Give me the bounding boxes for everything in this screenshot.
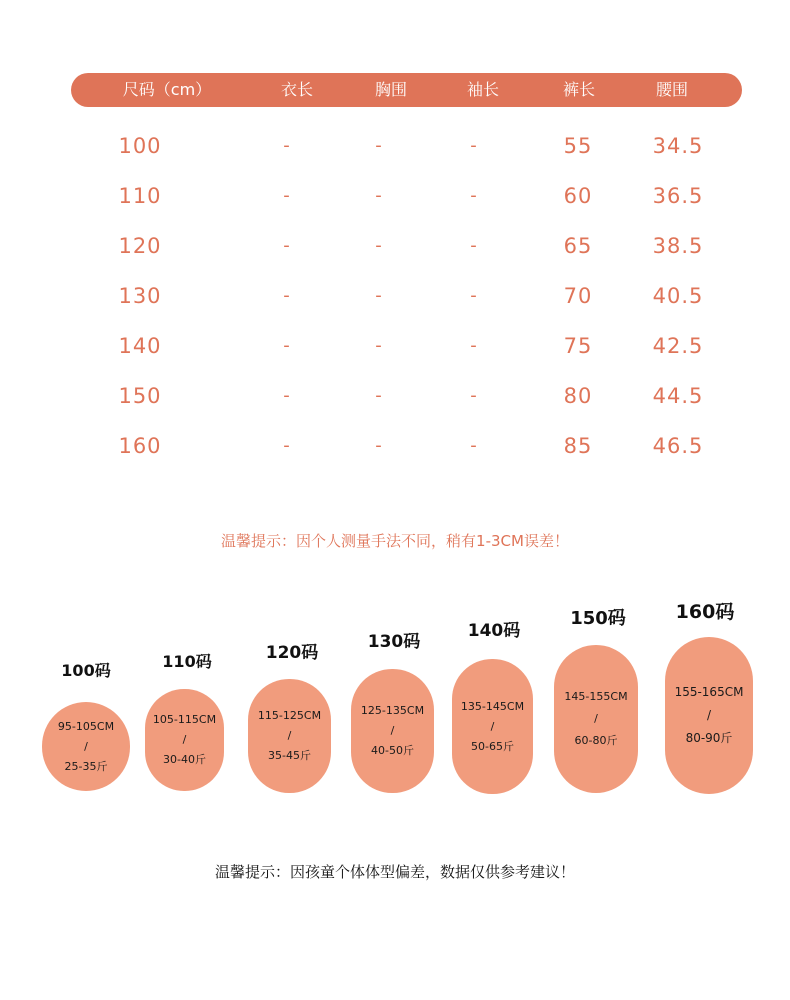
pill-separator: / <box>390 724 395 737</box>
cell-size: 120 <box>118 234 162 258</box>
cell-waist: 46.5 <box>652 434 704 458</box>
size-table-header <box>71 73 742 107</box>
cell-waist: 42.5 <box>652 334 704 358</box>
size-table-body <box>0 121 790 471</box>
size-label-150: 150码 <box>570 608 626 629</box>
cell-chest: - <box>375 435 383 456</box>
cell-waist: 40.5 <box>652 284 704 308</box>
cell-chest: - <box>375 385 383 406</box>
size-pill-160 <box>665 637 753 794</box>
pill-weight-range: 80-90斤 <box>685 731 733 745</box>
table-row <box>0 421 790 471</box>
table-row <box>0 121 790 171</box>
cell-size: 110 <box>118 184 162 208</box>
cell-pants-length: 65 <box>563 234 593 258</box>
cell-waist: 38.5 <box>652 234 704 258</box>
header-size: 尺码（cm） <box>122 80 212 99</box>
size-label-140: 140码 <box>467 621 521 641</box>
pill-height-range: 105-115CM <box>152 713 217 726</box>
size-label-160: 160码 <box>675 601 735 623</box>
header-waist: 腰围 <box>655 80 689 99</box>
size-pill-110 <box>145 689 224 791</box>
cell-pants-length: 75 <box>563 334 593 358</box>
pill-weight-range: 50-65斤 <box>471 739 514 753</box>
pill-separator: / <box>287 729 292 742</box>
pill-separator: / <box>84 739 88 753</box>
size-label-100: 100码 <box>61 661 111 680</box>
cell-pants-length: 60 <box>563 184 593 208</box>
cell-size: 140 <box>118 334 162 358</box>
cell-sleeve: - <box>470 235 478 256</box>
table-row <box>0 321 790 371</box>
size-pill-150 <box>554 645 638 793</box>
cell-pants-length: 80 <box>563 384 593 408</box>
pill-weight-range: 35-45斤 <box>268 749 311 762</box>
header-length: 衣长 <box>280 80 314 99</box>
cell-size: 130 <box>118 284 162 308</box>
cell-chest: - <box>375 335 383 356</box>
size-label-110: 110码 <box>162 652 212 671</box>
cell-size: 160 <box>118 434 162 458</box>
pill-separator: / <box>182 733 187 746</box>
header-chest: 胸围 <box>374 80 408 99</box>
cell-length: - <box>283 235 291 256</box>
header-pants-length: 裤长 <box>562 80 596 99</box>
pill-separator: / <box>706 708 712 722</box>
pill-weight-range: 30-40斤 <box>163 753 206 766</box>
cell-waist: 44.5 <box>652 384 704 408</box>
reference-note: 温馨提示：因孩童个体体型偏差，数据仅供参考建议！ <box>214 863 575 881</box>
size-label-130: 130码 <box>367 632 421 652</box>
cell-length: - <box>283 385 291 406</box>
cell-pants-length: 55 <box>563 134 593 158</box>
cell-length: - <box>283 285 291 306</box>
table-row <box>0 221 790 271</box>
cell-waist: 36.5 <box>652 184 704 208</box>
cell-size: 150 <box>118 384 162 408</box>
cell-sleeve: - <box>470 135 478 156</box>
pill-height-range: 155-165CM <box>674 685 744 699</box>
pill-separator: / <box>490 719 495 733</box>
table-row <box>0 171 790 221</box>
pill-separator: / <box>594 712 598 725</box>
pill-height-range: 145-155CM <box>564 690 628 703</box>
measurement-note: 温馨提示：因个人测量手法不同，稍有1-3CM误差！ <box>221 532 569 550</box>
cell-sleeve: - <box>470 385 478 406</box>
cell-chest: - <box>375 135 383 156</box>
cell-length: - <box>283 435 291 456</box>
cell-waist: 34.5 <box>652 134 704 158</box>
header-sleeve: 袖长 <box>466 80 500 99</box>
cell-pants-length: 70 <box>563 284 593 308</box>
size-label-120: 120码 <box>265 643 319 663</box>
cell-length: - <box>283 185 291 206</box>
size-pill-140 <box>452 659 533 794</box>
pill-height-range: 125-135CM <box>360 704 425 717</box>
size-pill-120 <box>248 679 331 793</box>
pill-weight-range: 25-35斤 <box>64 759 108 773</box>
size-pill-130 <box>351 669 434 793</box>
cell-pants-length: 85 <box>563 434 593 458</box>
pill-weight-range: 40-50斤 <box>371 744 414 757</box>
size-pill-100 <box>42 702 130 791</box>
table-row <box>0 271 790 321</box>
cell-chest: - <box>375 235 383 256</box>
cell-size: 100 <box>118 134 162 158</box>
cell-sleeve: - <box>470 185 478 206</box>
cell-length: - <box>283 135 291 156</box>
pill-height-range: 95-105CM <box>57 719 115 733</box>
cell-chest: - <box>375 285 383 306</box>
pill-height-range: 115-125CM <box>257 709 322 722</box>
cell-chest: - <box>375 185 383 206</box>
cell-sleeve: - <box>470 285 478 306</box>
cell-length: - <box>283 335 291 356</box>
pill-height-range: 135-145CM <box>460 699 525 713</box>
pill-weight-range: 60-80斤 <box>574 734 618 747</box>
cell-sleeve: - <box>470 435 478 456</box>
cell-sleeve: - <box>470 335 478 356</box>
table-row <box>0 371 790 421</box>
